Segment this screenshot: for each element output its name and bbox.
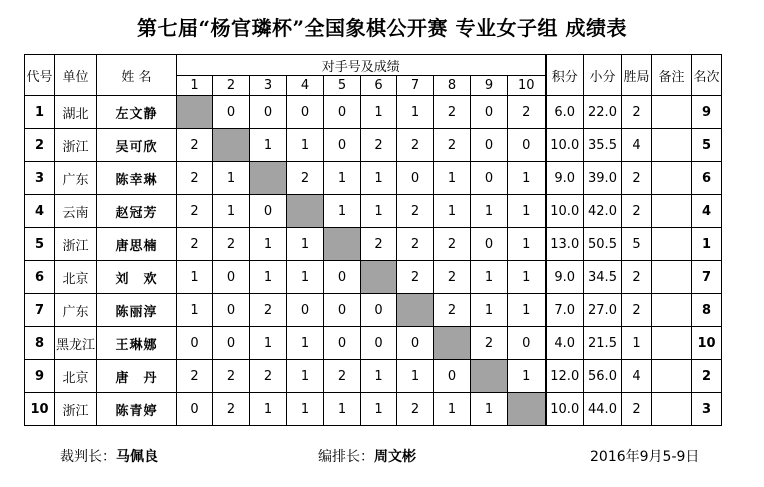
self-cell [250, 162, 287, 195]
self-cell [287, 195, 324, 228]
note-cell [652, 129, 692, 162]
score-cell: 1 [324, 162, 361, 195]
player-unit: 浙江 [55, 393, 97, 426]
player-unit: 北京 [55, 360, 97, 393]
opponent-number-header: 2 [213, 76, 250, 96]
score-cell: 0 [434, 360, 471, 393]
score-cell: 1 [250, 261, 287, 294]
score-cell: 1 [250, 228, 287, 261]
score-cell: 2 [213, 228, 250, 261]
player-unit: 浙江 [55, 228, 97, 261]
score-cell: 0 [397, 327, 434, 360]
wins-cell: 1 [622, 327, 652, 360]
score-cell: 2 [471, 327, 508, 360]
score-cell: 1 [471, 393, 508, 426]
tiebreak-cell: 50.5 [584, 228, 622, 261]
opponent-number-header: 4 [287, 76, 324, 96]
score-cell: 0 [213, 327, 250, 360]
rank-cell: 5 [692, 129, 722, 162]
score-cell: 0 [324, 261, 361, 294]
score-cell: 2 [397, 228, 434, 261]
self-cell [397, 294, 434, 327]
score-cell: 0 [177, 393, 213, 426]
arranger-name: 周文彬 [374, 449, 416, 465]
score-cell: 2 [250, 294, 287, 327]
player-code: 9 [25, 360, 55, 393]
score-cell: 0 [508, 129, 546, 162]
score-cell: 1 [213, 195, 250, 228]
self-cell [471, 360, 508, 393]
player-name: 陈丽淳 [97, 294, 177, 327]
tiebreak-cell: 22.0 [584, 96, 622, 129]
wins-cell: 2 [622, 96, 652, 129]
score-cell: 2 [213, 393, 250, 426]
score-cell: 1 [434, 195, 471, 228]
score-cell: 1 [397, 96, 434, 129]
score-cell: 1 [324, 393, 361, 426]
opponent-number-header: 8 [434, 76, 471, 96]
self-cell [508, 393, 546, 426]
tiebreak-cell: 44.0 [584, 393, 622, 426]
note-cell [652, 294, 692, 327]
score-cell: 1 [508, 228, 546, 261]
score-cell: 2 [434, 294, 471, 327]
tiebreak-cell: 21.5 [584, 327, 622, 360]
player-code: 8 [25, 327, 55, 360]
opponent-number-header: 1 [177, 76, 213, 96]
player-code: 4 [25, 195, 55, 228]
score-cell: 1 [324, 195, 361, 228]
table-row [25, 96, 722, 129]
opponent-number-header: 10 [508, 76, 546, 96]
tiebreak-cell: 42.0 [584, 195, 622, 228]
player-code: 7 [25, 294, 55, 327]
player-name: 陈青婷 [97, 393, 177, 426]
score-cell: 1 [361, 96, 397, 129]
table-row [25, 393, 722, 426]
results-table [24, 54, 722, 426]
points-cell: 12.0 [546, 360, 584, 393]
score-cell: 0 [471, 129, 508, 162]
wins-cell: 4 [622, 129, 652, 162]
player-code: 6 [25, 261, 55, 294]
rank-cell: 1 [692, 228, 722, 261]
note-cell [652, 393, 692, 426]
header-wins: 胜局 [622, 55, 652, 96]
rank-cell: 10 [692, 327, 722, 360]
score-cell: 0 [324, 96, 361, 129]
header-tiebreak: 小分 [584, 55, 622, 96]
note-cell [652, 96, 692, 129]
note-cell [652, 162, 692, 195]
score-cell: 1 [434, 393, 471, 426]
score-cell: 1 [471, 261, 508, 294]
score-cell: 0 [250, 195, 287, 228]
player-name: 左文静 [97, 96, 177, 129]
referee-line [60, 446, 158, 466]
rank-cell: 8 [692, 294, 722, 327]
header-note: 备注 [652, 55, 692, 96]
score-cell: 0 [361, 327, 397, 360]
score-cell: 1 [397, 360, 434, 393]
score-cell: 0 [213, 261, 250, 294]
player-code: 2 [25, 129, 55, 162]
tiebreak-cell: 34.5 [584, 261, 622, 294]
rank-cell: 6 [692, 162, 722, 195]
score-cell: 0 [213, 96, 250, 129]
score-cell: 2 [361, 228, 397, 261]
score-cell: 2 [361, 129, 397, 162]
score-cell: 1 [250, 393, 287, 426]
wins-cell: 2 [622, 261, 652, 294]
header-opponents: 对手号及成绩 [177, 55, 546, 76]
player-name: 唐 丹 [97, 360, 177, 393]
rank-cell: 3 [692, 393, 722, 426]
score-cell: 0 [508, 327, 546, 360]
note-cell [652, 228, 692, 261]
score-cell: 2 [434, 228, 471, 261]
points-cell: 9.0 [546, 162, 584, 195]
score-cell: 1 [287, 228, 324, 261]
wins-cell: 5 [622, 228, 652, 261]
score-cell: 0 [250, 96, 287, 129]
score-cell: 2 [508, 96, 546, 129]
wins-cell: 2 [622, 195, 652, 228]
header-name: 姓 名 [97, 55, 177, 96]
player-code: 3 [25, 162, 55, 195]
header-points: 积分 [546, 55, 584, 96]
player-name: 刘 欢 [97, 261, 177, 294]
score-cell: 2 [434, 96, 471, 129]
score-cell: 0 [471, 96, 508, 129]
score-cell: 2 [397, 393, 434, 426]
player-unit: 北京 [55, 261, 97, 294]
rank-cell: 9 [692, 96, 722, 129]
score-cell: 1 [508, 294, 546, 327]
score-cell: 2 [177, 228, 213, 261]
tiebreak-cell: 39.0 [584, 162, 622, 195]
score-cell: 1 [508, 162, 546, 195]
score-cell: 0 [397, 162, 434, 195]
points-cell: 4.0 [546, 327, 584, 360]
score-cell: 1 [471, 294, 508, 327]
score-cell: 0 [471, 162, 508, 195]
table-row [25, 228, 722, 261]
points-cell: 10.0 [546, 129, 584, 162]
self-cell [177, 96, 213, 129]
player-code: 1 [25, 96, 55, 129]
score-cell: 1 [361, 195, 397, 228]
points-cell: 13.0 [546, 228, 584, 261]
rank-cell: 4 [692, 195, 722, 228]
score-cell: 2 [177, 195, 213, 228]
player-unit: 湖北 [55, 96, 97, 129]
self-cell [434, 327, 471, 360]
score-cell: 2 [434, 129, 471, 162]
score-cell: 0 [324, 129, 361, 162]
header-unit: 单位 [55, 55, 97, 96]
points-cell: 10.0 [546, 393, 584, 426]
score-cell: 1 [434, 162, 471, 195]
event-date: 2016年9月5-9日 [590, 449, 700, 465]
referee-name: 马佩良 [116, 449, 158, 465]
points-cell: 9.0 [546, 261, 584, 294]
player-code: 10 [25, 393, 55, 426]
score-cell: 0 [471, 228, 508, 261]
points-cell: 10.0 [546, 195, 584, 228]
tiebreak-cell: 35.5 [584, 129, 622, 162]
score-cell: 1 [361, 393, 397, 426]
table-row [25, 195, 722, 228]
rank-cell: 7 [692, 261, 722, 294]
score-cell: 1 [287, 129, 324, 162]
table-row [25, 327, 722, 360]
opponent-number-header: 5 [324, 76, 361, 96]
score-cell: 0 [177, 327, 213, 360]
score-cell: 2 [213, 360, 250, 393]
self-cell [361, 261, 397, 294]
score-cell: 2 [434, 261, 471, 294]
note-cell [652, 360, 692, 393]
points-cell: 6.0 [546, 96, 584, 129]
score-cell: 0 [287, 96, 324, 129]
note-cell [652, 195, 692, 228]
player-name: 陈幸琳 [97, 162, 177, 195]
score-cell: 0 [213, 294, 250, 327]
score-cell: 0 [361, 294, 397, 327]
self-cell [324, 228, 361, 261]
score-cell: 1 [250, 327, 287, 360]
player-name: 吴可欣 [97, 129, 177, 162]
opponent-number-header: 9 [471, 76, 508, 96]
arranger-line [318, 446, 416, 466]
score-cell: 1 [361, 162, 397, 195]
opponent-number-header: 7 [397, 76, 434, 96]
self-cell [213, 129, 250, 162]
wins-cell: 4 [622, 360, 652, 393]
referee-label: 裁判长： [60, 449, 116, 465]
points-cell: 7.0 [546, 294, 584, 327]
arranger-label: 编排长： [318, 449, 374, 465]
player-unit: 广东 [55, 162, 97, 195]
score-cell: 1 [287, 360, 324, 393]
score-cell: 2 [177, 162, 213, 195]
wins-cell: 2 [622, 393, 652, 426]
score-cell: 0 [324, 294, 361, 327]
score-cell: 2 [397, 195, 434, 228]
table-row [25, 261, 722, 294]
player-name: 王琳娜 [97, 327, 177, 360]
score-cell: 1 [508, 360, 546, 393]
player-unit: 广东 [55, 294, 97, 327]
score-cell: 2 [324, 360, 361, 393]
table-row [25, 162, 722, 195]
score-cell: 1 [177, 294, 213, 327]
opponent-number-header: 6 [361, 76, 397, 96]
wins-cell: 2 [622, 294, 652, 327]
score-cell: 1 [508, 195, 546, 228]
player-unit: 云南 [55, 195, 97, 228]
page-title: 第七届“杨官璘杯”全国象棋公开赛 专业女子组 成绩表 [137, 16, 627, 40]
score-cell: 1 [471, 195, 508, 228]
score-cell: 0 [324, 327, 361, 360]
score-cell: 2 [397, 129, 434, 162]
header-rank: 名次 [692, 55, 722, 96]
score-cell: 1 [287, 327, 324, 360]
table-row [25, 360, 722, 393]
tiebreak-cell: 56.0 [584, 360, 622, 393]
header-code: 代号 [25, 55, 55, 96]
player-unit: 黑龙江 [55, 327, 97, 360]
note-cell [652, 261, 692, 294]
score-cell: 1 [250, 129, 287, 162]
score-cell: 1 [213, 162, 250, 195]
score-cell: 1 [361, 360, 397, 393]
opponent-number-header: 3 [250, 76, 287, 96]
player-unit: 浙江 [55, 129, 97, 162]
score-cell: 2 [250, 360, 287, 393]
player-code: 5 [25, 228, 55, 261]
score-cell: 1 [287, 393, 324, 426]
tiebreak-cell: 27.0 [584, 294, 622, 327]
score-cell: 1 [508, 261, 546, 294]
player-name: 唐思楠 [97, 228, 177, 261]
score-cell: 2 [177, 129, 213, 162]
wins-cell: 2 [622, 162, 652, 195]
table-row [25, 294, 722, 327]
score-cell: 1 [177, 261, 213, 294]
score-cell: 2 [287, 162, 324, 195]
score-cell: 2 [397, 261, 434, 294]
score-cell: 1 [287, 261, 324, 294]
note-cell [652, 327, 692, 360]
table-row [25, 129, 722, 162]
score-cell: 2 [177, 360, 213, 393]
player-name: 赵冠芳 [97, 195, 177, 228]
rank-cell: 2 [692, 360, 722, 393]
score-cell: 0 [287, 294, 324, 327]
